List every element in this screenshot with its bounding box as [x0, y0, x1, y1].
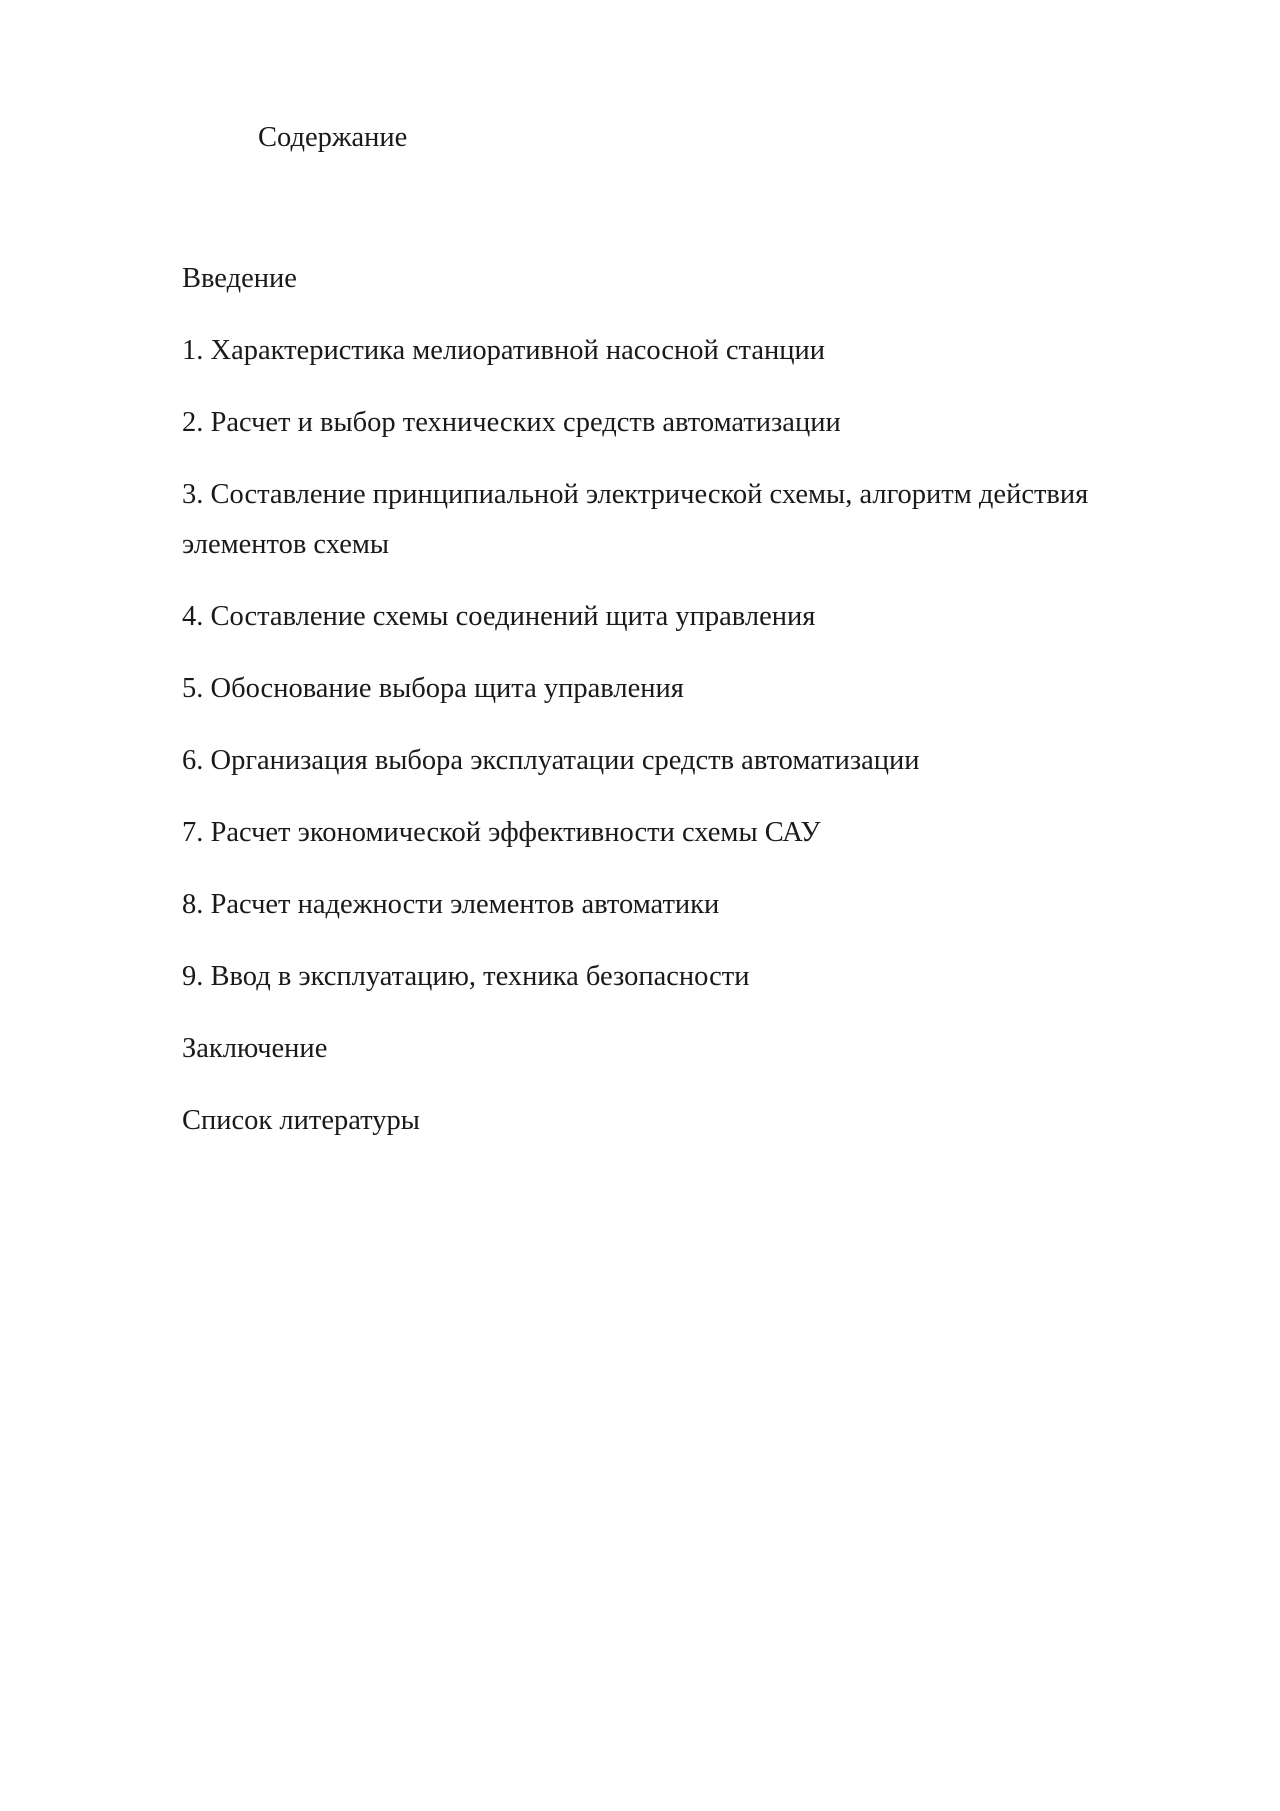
- toc-item-1: 1. Характеристика мелиоративной насосной станции: [182, 335, 826, 366]
- toc-item-9: 9. Ввод в эксплуатацию, техника безопасности: [182, 961, 750, 992]
- toc-item-3: 3. Составление принципиальной электрической схемы, алгоритм действия элементов схемы: [182, 479, 1089, 560]
- toc-item-6: 6. Организация выбора эксплуатации средств автоматизации: [182, 745, 920, 776]
- toc-item-introduction: Введение: [182, 263, 297, 294]
- toc-item-conclusion: Заключение: [182, 1033, 328, 1064]
- toc-item-references: Список литературы: [182, 1105, 420, 1136]
- page-title: Содержание: [258, 122, 408, 153]
- toc-item-5: 5. Обоснование выбора щита управления: [182, 673, 684, 704]
- toc-item-4: 4. Составление схемы соединений щита управления: [182, 601, 816, 632]
- toc-item-7: 7. Расчет экономической эффективности схемы САУ: [182, 817, 821, 848]
- toc-item-2: 2. Расчет и выбор технических средств автоматизации: [182, 407, 841, 438]
- table-of-contents: [182, 254, 1142, 1168]
- toc-item-8: 8. Расчет надежности элементов автоматики: [182, 889, 720, 920]
